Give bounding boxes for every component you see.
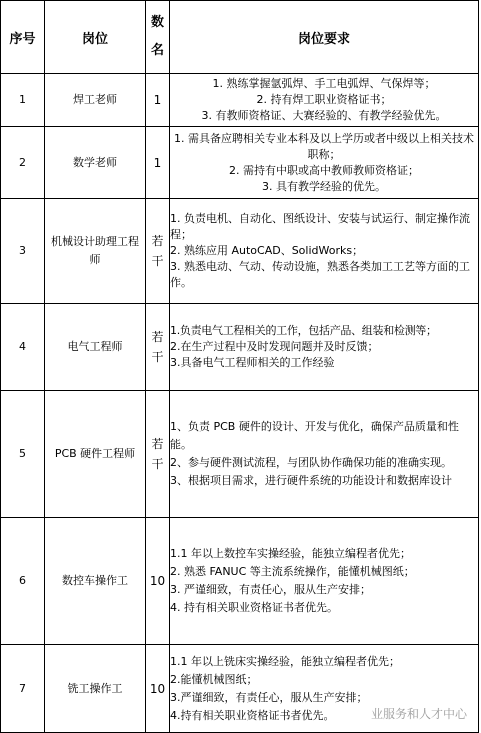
row-requirements bbox=[170, 199, 479, 304]
table-row bbox=[1, 127, 479, 199]
row-count: 10 bbox=[146, 645, 170, 733]
watermark: 业服务和人才中心 bbox=[370, 707, 467, 721]
row-no: 6 bbox=[1, 518, 45, 645]
row-count: 1 bbox=[146, 74, 170, 127]
table-row bbox=[1, 74, 479, 127]
row-no: 5 bbox=[1, 391, 45, 518]
row-requirements bbox=[170, 518, 479, 645]
requirement-line: 4. 持有相关职业资格证书者优先。 bbox=[170, 601, 338, 614]
requirement-line: 1.1 年以上铣床实操经验，能独立编程者优先； bbox=[170, 654, 400, 668]
requirement-line: 3.严谨细致，有责任心，服从生产安排； bbox=[170, 690, 368, 704]
requirement-line: 3. 有教师资格证、大赛经验的、有教学经验优先。 bbox=[201, 109, 447, 122]
requirement-line: 3. 熟悉电动、气动、传动设施，熟悉各类加工工艺等方面的工作。 bbox=[170, 260, 470, 289]
row-count: 若干 bbox=[146, 199, 170, 304]
requirement-line: 2. 熟悉 FANUC 等主流系统操作，能懂机械图纸； bbox=[170, 565, 415, 578]
requirement-line: 2.能懂机械图纸； bbox=[170, 672, 258, 686]
table-row bbox=[1, 391, 479, 518]
table-row bbox=[1, 199, 479, 304]
table-row bbox=[1, 304, 479, 391]
requirement-line: 2. 熟练应用 AutoCAD、SolidWorks； bbox=[170, 244, 364, 257]
requirement-line: 1. 负责电机、自动化、图纸设计、安装与试运行、制定操作流程； bbox=[170, 212, 470, 241]
row-requirements bbox=[170, 391, 479, 518]
row-requirements bbox=[170, 127, 479, 199]
requirement-line: 1、负责 PCB 硬件的设计、开发与优化，确保产品质量和性能。 bbox=[170, 420, 459, 451]
requirement-line: 3. 具有教学经验的优先。 bbox=[262, 179, 386, 193]
table-row bbox=[1, 518, 479, 645]
requirement-line: 2.在生产过程中及时发现问题并及时反馈； bbox=[170, 340, 379, 353]
row-position: 数学老师 bbox=[45, 127, 146, 199]
row-count: 1 bbox=[146, 127, 170, 199]
row-position: 焊工老师 bbox=[45, 74, 146, 127]
requirement-line: 1.1 年以上数控车实操经验，能独立编程者优先； bbox=[170, 547, 411, 560]
row-no: 1 bbox=[1, 74, 45, 127]
row-no: 2 bbox=[1, 127, 45, 199]
row-position: PCB 硬件工程师 bbox=[45, 391, 146, 518]
row-requirements bbox=[170, 74, 479, 127]
row-count: 若干 bbox=[146, 304, 170, 391]
requirement-line: 3. 严谨细致，有责任心，服从生产安排； bbox=[170, 583, 371, 596]
requirement-line: 4.持有相关职业资格证书者优先。 bbox=[170, 708, 335, 722]
requirement-line: 3.具备电气工程师相关的工作经验 bbox=[170, 356, 335, 369]
header-requirements: 岗位要求 bbox=[170, 1, 479, 74]
requirement-line: 2. 持有焊工职业资格证书； bbox=[256, 93, 392, 106]
row-no: 7 bbox=[1, 645, 45, 733]
row-no: 4 bbox=[1, 304, 45, 391]
header-no: 序号 bbox=[1, 1, 45, 74]
row-no: 3 bbox=[1, 199, 45, 304]
row-position: 铣工操作工 bbox=[45, 645, 146, 733]
header-position: 岗位 bbox=[45, 1, 146, 74]
requirement-line: 2. 需持有中职或高中教师教师资格证； bbox=[229, 163, 419, 177]
header-count: 数名 bbox=[146, 1, 170, 74]
table-header-row bbox=[1, 1, 479, 74]
requirement-line: 1. 需具备应聘相关专业本科及以上学历或者中级以上相关技术职称； bbox=[174, 131, 474, 161]
row-position: 电气工程师 bbox=[45, 304, 146, 391]
requirement-line: 3、根据项目需求，进行硬件系统的功能设计和数据库设计 bbox=[170, 474, 452, 487]
requirement-line: 2、参与硬件测试流程，与团队协作确保功能的准确实现。 bbox=[170, 456, 452, 469]
row-requirements bbox=[170, 304, 479, 391]
row-count: 10 bbox=[146, 518, 170, 645]
requirement-line: 1. 熟练掌握氩弧焊、手工电弧焊、气保焊等； bbox=[212, 77, 436, 90]
row-position: 数控车操作工 bbox=[45, 518, 146, 645]
row-position: 机械设计助理工程师 bbox=[45, 199, 146, 304]
requirement-line: 1.负责电气工程相关的工作，包括产品、组装和检测等； bbox=[170, 324, 437, 337]
row-count: 若干 bbox=[146, 391, 170, 518]
